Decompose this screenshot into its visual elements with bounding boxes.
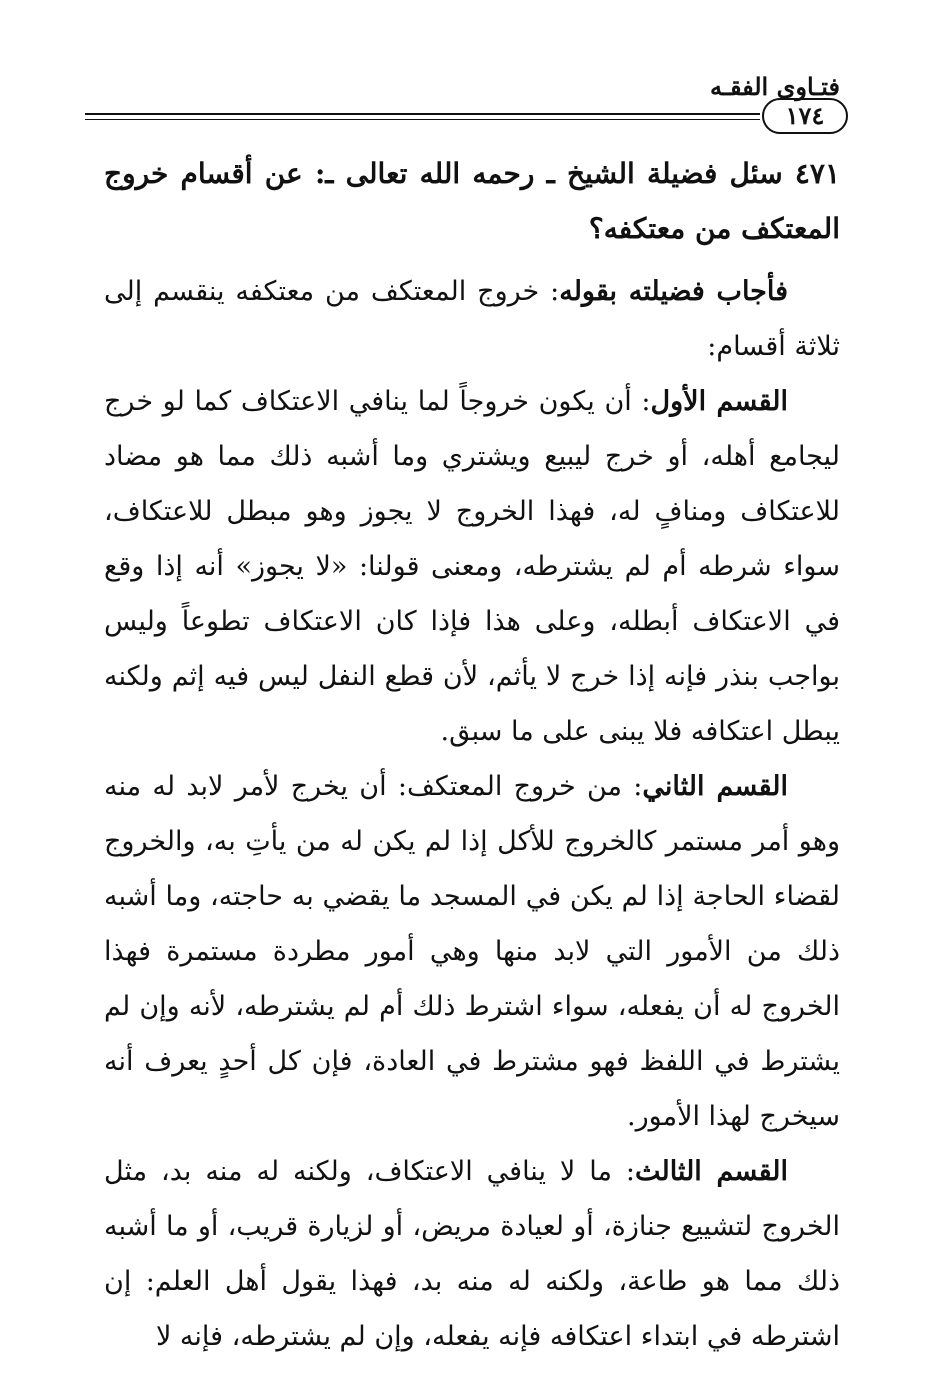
question-paragraph	[104, 146, 840, 256]
section-second-text: : من خروج المعتكف: أن يخرج لأمر لابد له منه وهو أمر مستمر كالخروج للأكل إذا لم يكن له من يأتِ به، والخروج لقضاء الحاجة إذا لم يكن في المسجد ما يقضي به حاجته، وما أشبه ذلك من الأمور التي لابد منها وهي أمور مطردة مستمرة فهذا الخروج له أن يفعله، سواء اشترط ذلك أم لم يشترطه، لأنه وإن لم يشترط في اللفظ فهو مشترط في العادة، فإن كل أحدٍ يعرف أنه سيخرج لهذا الأمور.	[104, 771, 840, 1132]
answer-paragraph	[104, 264, 840, 374]
question-text: ٤٧١ سئل فضيلة الشيخ ـ رحمه الله تعالى ـ: عن أقسام خروج المعتكف من معتكفه؟	[104, 157, 840, 245]
section-first-text: : أن يكون خروجاً لما ينافي الاعتكاف كما لو خرج ليجامع أهله، أو خرج ليبيع ويشتري وما أشبه ذلك مما هو مضاد للاعتكاف ومنافٍ له، فهذا الخروج لا يجوز وهو مبطل للاعتكاف، سواء شرطه أم لم يشترطه، ومعنى قولنا: «لا يجوز» أنه إذا وقع في الاعتكاف أبطله، وعلى هذا فإذا كان الاعتكاف تطوعاً وليس بواجب بنذر فإنه إذا خرج لا يأثم، لأن قطع النفل ليس فيه إثم ولكنه يبطل اعتكافه فلا يبنى على ما سبق.	[104, 386, 840, 747]
section-first-lead: القسم الأول	[650, 386, 788, 417]
header-rule-thin	[85, 119, 760, 120]
section-third-text: : ما لا ينافي الاعتكاف، ولكنه له منه بد، مثل الخروج لتشييع جنازة، أو لعيادة مريض، أو لزيارة قريب، أو ما أشبه ذلك مما هو طاعة، ولكنه له منه بد، فهذا يقول أهل العلم: إن اشترطه في ابتداء اعتكافه فإنه يفعله، وإن لم يشترطه، فإنه لا	[104, 1156, 840, 1352]
section-second	[104, 759, 840, 1144]
page-number: ١٧٤	[762, 98, 848, 134]
running-title: فتـاوى الفقـه	[710, 72, 840, 101]
answer-text: : خروج المعتكف من معتكفه ينقسم إلى ثلاثة أقسام:	[104, 276, 840, 362]
section-third-lead: القسم الثالث	[634, 1156, 788, 1187]
fatwa-body	[104, 146, 840, 1364]
answer-lead: فأجاب فضيلته بقوله	[559, 276, 788, 307]
section-first	[104, 374, 840, 759]
header-rule	[85, 113, 760, 115]
section-third	[104, 1144, 840, 1364]
section-second-lead: القسم الثاني	[642, 771, 788, 802]
